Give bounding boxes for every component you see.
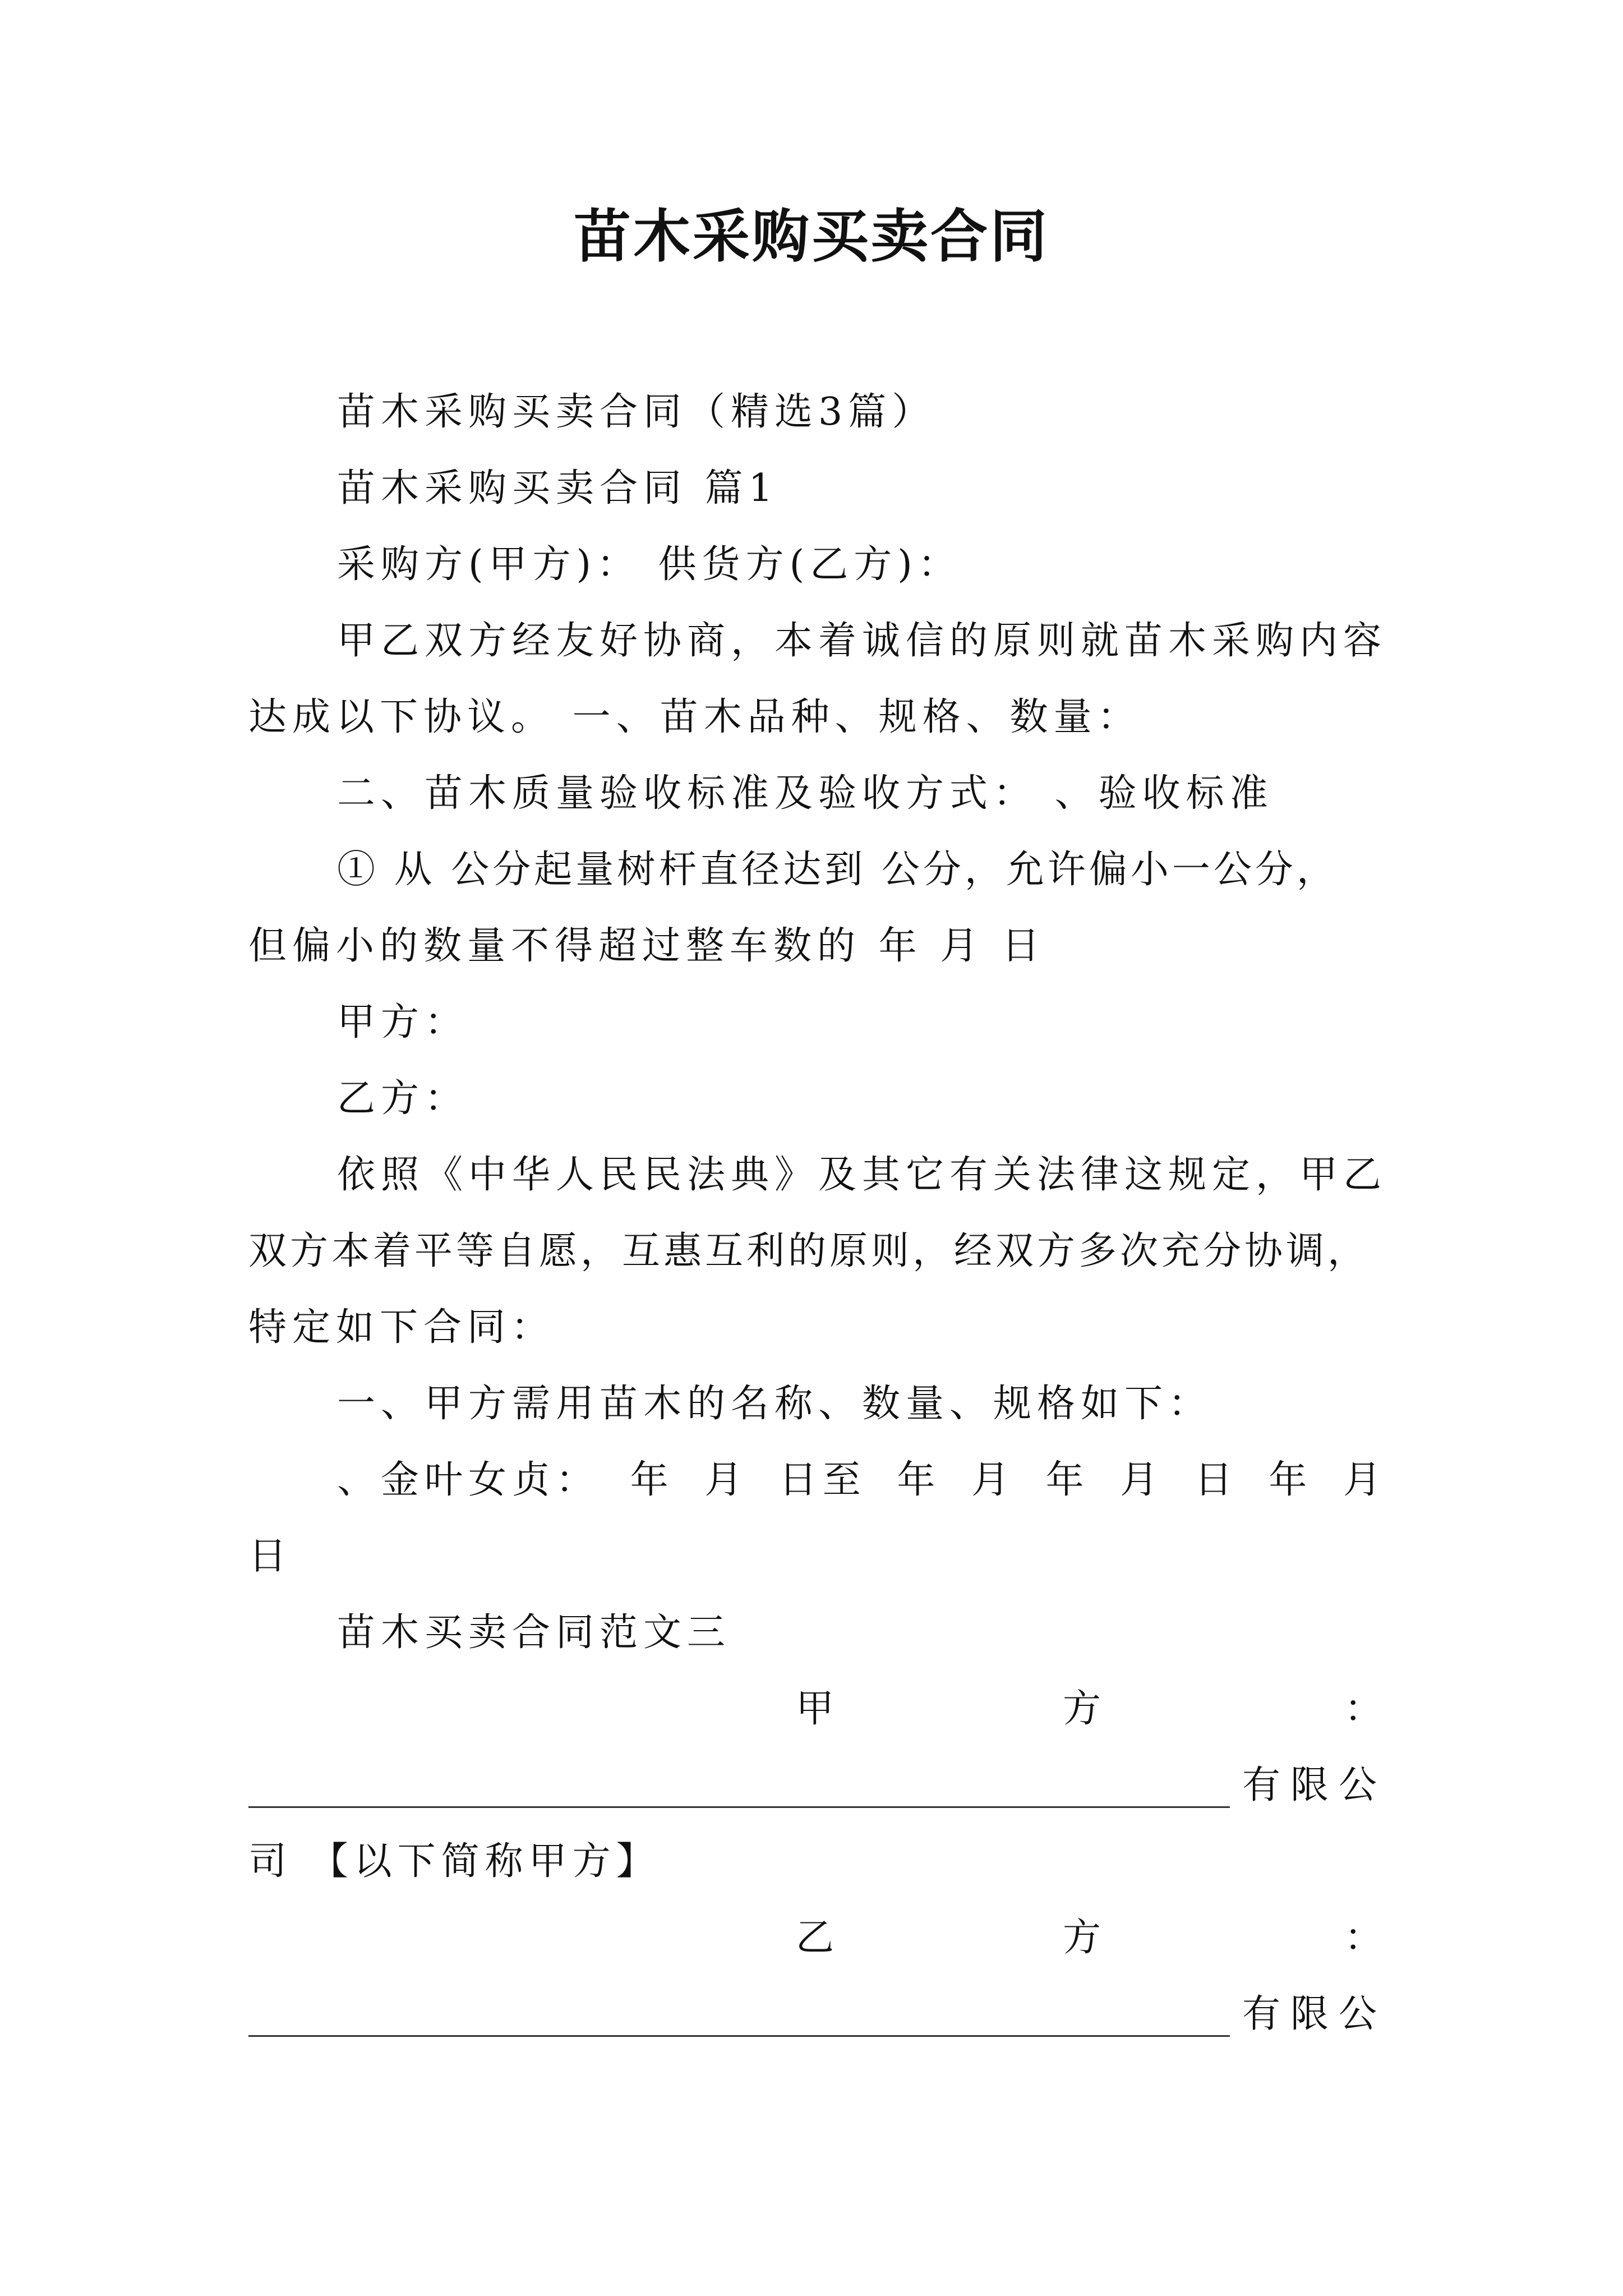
paragraph-line: 一、甲方需用苗木的名称、数量、规格如下：	[337, 1382, 1212, 1426]
party-b-char: 乙	[796, 1916, 834, 1960]
party-a-char: ：	[1344, 1687, 1383, 1731]
paragraph-line: ① 从 公分起量树杆直径达到 公分，允许偏小一公分，	[337, 848, 1338, 892]
paragraph-line: 甲乙双方经友好协商，本着诚信的原则就苗木采购内容	[337, 619, 1387, 663]
item2-part: 年	[630, 1458, 674, 1502]
party-b-char: 方	[1063, 1916, 1101, 1960]
item2-part: 年	[1269, 1458, 1313, 1502]
item2-part: 月	[1120, 1458, 1164, 1502]
item2-part: 日至	[778, 1458, 866, 1502]
paragraph-line: 二、苗木质量验收标准及验收方式： 、验收标准	[337, 771, 1274, 816]
fill-in-line	[248, 1806, 1230, 1808]
paragraph-line: 依照《中华人民民法典》及其它有关法律这规定，甲乙	[337, 1153, 1387, 1197]
section1-heading: 苗木采购买卖合同 篇1	[337, 466, 778, 510]
paragraph-line: 特定如下合同：	[248, 1305, 555, 1350]
party-b-char: ：	[1344, 1916, 1383, 1960]
party-b-label: 乙方：	[337, 1076, 469, 1121]
item2-part: 月	[971, 1458, 1015, 1502]
party-a-char: 甲	[796, 1687, 834, 1731]
paragraph-line: 司 【以下简称甲方】	[248, 1839, 660, 1884]
party-b-heading	[248, 1913, 1387, 1963]
paragraph-line: 日	[248, 1534, 293, 1579]
item2-part: 年	[897, 1458, 941, 1502]
party-a-company-field	[248, 1760, 1387, 1811]
party-a-heading	[248, 1684, 1387, 1734]
item2-line	[248, 1455, 1387, 1506]
item2-part: 日	[1194, 1458, 1238, 1502]
item2-part: 月	[704, 1458, 749, 1502]
item2-part: 月	[1343, 1458, 1387, 1502]
parties-line: 采购方(甲方)： 供货方(乙方)：	[337, 542, 962, 587]
party-a-label: 甲方：	[337, 1000, 469, 1045]
section3-heading: 苗木买卖合同范文三	[337, 1611, 731, 1655]
party-a-char: 方	[1063, 1687, 1101, 1731]
paragraph-line: 达成以下协议。 一、苗木品种、规格、数量：	[248, 695, 1141, 739]
party-b-company-field	[248, 1989, 1387, 2040]
item2-part: 年	[1045, 1458, 1090, 1502]
company-suffix: 有限公	[1242, 1763, 1387, 1807]
item2-part: 、金叶女贞：	[337, 1458, 600, 1502]
company-suffix: 有限公	[1242, 1992, 1387, 2036]
document-title: 苗木采购买卖合同	[574, 203, 1049, 270]
fill-in-line	[248, 2035, 1230, 2037]
paragraph-line: 但偏小的数量不得超过整车数的 年 月 日	[248, 924, 1045, 968]
paragraph-line: 双方本着平等自愿，互惠互利的原则，经双方多次充分协调，	[248, 1229, 1370, 1273]
subtitle: 苗木采购买卖合同（精选3篇）	[337, 390, 936, 434]
